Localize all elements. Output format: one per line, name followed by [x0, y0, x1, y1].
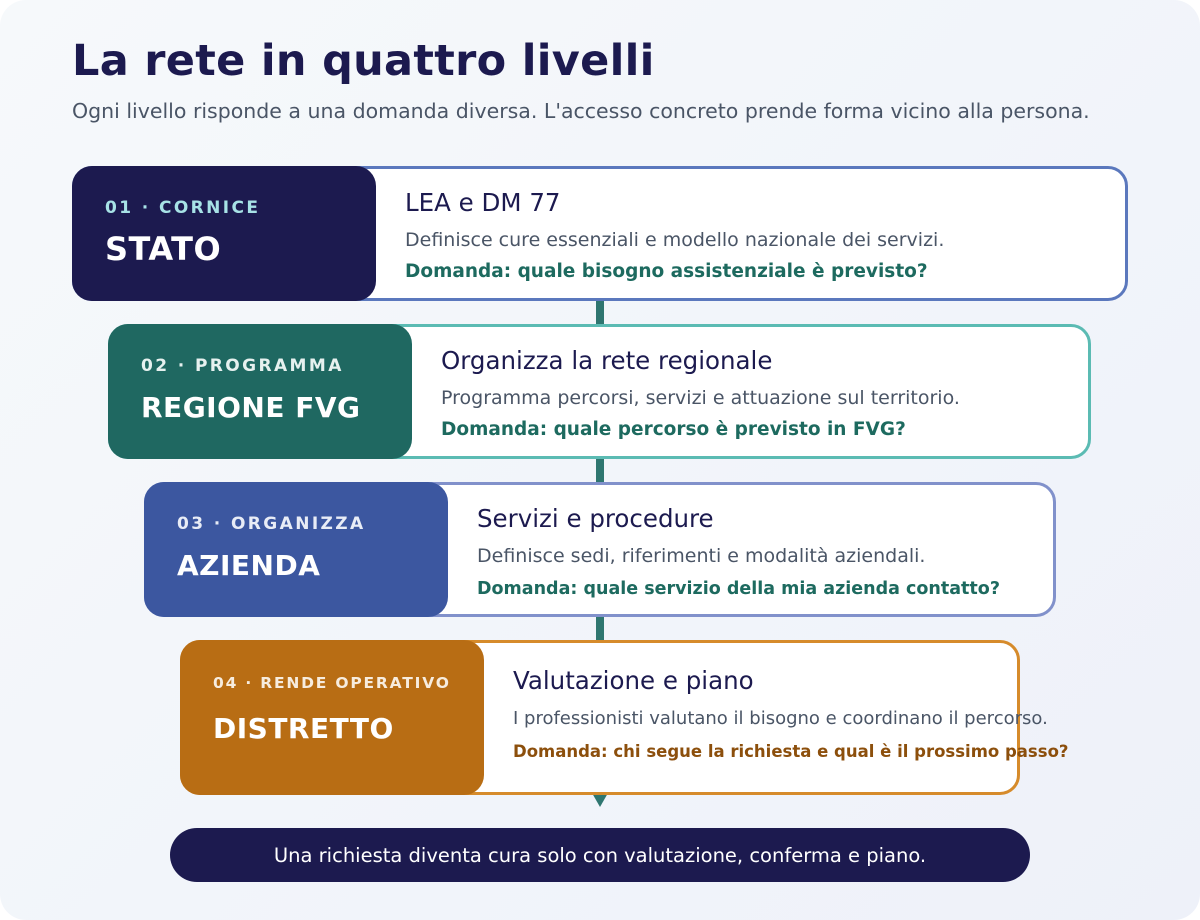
level-heading: LEA e DM 77 [405, 188, 561, 217]
footer-text: Una richiesta diventa cura solo con valutazione, conferma e piano. [273, 843, 927, 867]
level-question: Domanda: quale percorso è previsto in FVG? [441, 419, 906, 440]
level-question: Domanda: quale servizio della mia azienda contatto? [477, 579, 1000, 599]
level-question: Domanda: chi segue la richiesta e qual è il prossimo passo? [513, 742, 1069, 761]
footer-banner [170, 828, 1030, 882]
arrow-down-icon [592, 793, 608, 807]
level-tag: 01 · CORNICE [105, 198, 261, 218]
level-description: I professionisti valutano il bisogno e coordinano il percorso. [513, 708, 1048, 729]
level-card-azienda [144, 482, 1056, 617]
level-tag: 03 · ORGANIZZA [177, 514, 366, 534]
page-title: La rete in quattro livelli [72, 36, 655, 86]
level-description: Programma percorsi, servizi e attuazione sul territorio. [441, 387, 960, 409]
level-heading: Valutazione e piano [513, 666, 754, 695]
level-question: Domanda: quale bisogno assistenziale è previsto? [405, 261, 928, 282]
level-name: REGIONE FVG [141, 391, 361, 424]
level-description: Definisce sedi, riferimenti e modalità aziendali. [477, 545, 926, 567]
level-card-stato [72, 166, 1128, 301]
level-tag: 02 · PROGRAMMA [141, 356, 344, 376]
level-card-distretto [180, 640, 1069, 795]
level-card-regione [108, 324, 1091, 459]
level-badge [108, 324, 412, 459]
level-badge [144, 482, 448, 617]
level-tag: 04 · RENDE OPERATIVO [213, 674, 451, 692]
level-name: AZIENDA [177, 549, 321, 582]
level-badge [180, 640, 484, 795]
level-badge [72, 166, 376, 301]
level-name: DISTRETTO [213, 712, 394, 745]
level-heading: Organizza la rete regionale [441, 346, 773, 375]
level-name: STATO [105, 230, 222, 268]
level-heading: Servizi e procedure [477, 504, 714, 533]
page-subtitle: Ogni livello risponde a una domanda diversa. L'accesso concreto prende forma vicino alla persona. [72, 99, 1090, 123]
level-description: Definisce cure essenziali e modello nazionale dei servizi. [405, 229, 945, 251]
